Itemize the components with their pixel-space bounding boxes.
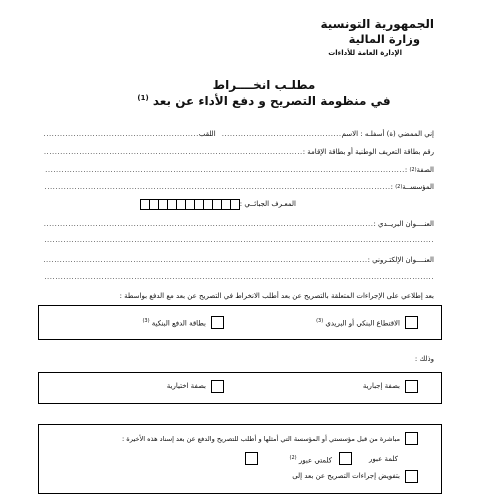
direct-checkbox[interactable] xyxy=(405,432,418,445)
postal-label: العنــــوان البريــدي : xyxy=(373,220,434,228)
institution-label: المؤسســة xyxy=(402,183,434,191)
my-password-checkbox[interactable] xyxy=(245,452,258,465)
password-checkbox[interactable] xyxy=(339,452,352,465)
ministry-name: وزارة المالية xyxy=(348,32,420,46)
bank-card-note: (3) xyxy=(142,318,150,324)
postal-field[interactable] xyxy=(44,219,373,230)
signatory-label: إني الممضي (ة) أسفلـه : الاسم xyxy=(341,130,434,138)
name-field[interactable] xyxy=(222,129,342,140)
postal-row xyxy=(44,219,434,230)
capacity-row: الصفة (2) : ..... xyxy=(44,165,434,176)
my-password-label: كلمتي عبور xyxy=(298,456,332,465)
capacity-field[interactable] xyxy=(44,165,405,176)
name-row xyxy=(44,129,434,140)
postal-field-continued[interactable] xyxy=(44,236,434,246)
bank-debit-label: الاقتطاع البنكي أو البريدي xyxy=(325,319,400,328)
delegate-checkbox[interactable] xyxy=(405,470,418,483)
surname-field[interactable] xyxy=(44,129,199,140)
id-card-row xyxy=(44,147,434,158)
institution-field[interactable] xyxy=(44,182,391,193)
declaration-text: بعد إطلاعي على الإجراءات المتعلقة بالتصريح عن بعد أطلب الانخراط في التصريح عن بعد مع الدفع بواسطة : xyxy=(119,292,434,300)
form-title: مطلـب انخــــراط xyxy=(212,78,316,92)
email-label: العنــــوان الإلكتـروني : xyxy=(367,256,434,264)
id-card-field[interactable] xyxy=(44,147,303,158)
password-label: كلمة عبور xyxy=(369,455,398,463)
tax-id-label: المعـرف الجبائــي : xyxy=(239,200,296,208)
form-subtitle xyxy=(24,94,480,108)
capacity-note: (2) xyxy=(409,167,417,173)
bank-debit-note: (3) xyxy=(316,318,324,324)
surname-label: اللقب xyxy=(198,130,216,138)
id-card-label: رقم بطاقة التعريف الوطنية أو بطاقة الإقامة : xyxy=(302,148,434,156)
tax-id-digit[interactable] xyxy=(230,199,240,210)
my-password-option xyxy=(290,455,332,464)
email-row xyxy=(44,255,434,266)
direct-label: مباشرة من قبل مؤسستي أو المؤسسة التي أمثلها و أطلب للتصريح والدفع عن بعد إسناد هذه الأخيرة : xyxy=(121,435,400,443)
capacity-label: الصفة xyxy=(416,166,434,174)
institution-note: (2) xyxy=(395,184,403,190)
bank-card-label: بطاقة الدفع البنكية xyxy=(151,319,206,328)
tax-id-boxes[interactable] xyxy=(141,199,240,210)
form-subtitle-note: (1) xyxy=(137,94,149,102)
form-subtitle-text: في منظومة التصريح و دفع الأداء عن بعد xyxy=(152,94,391,108)
bank-card-option xyxy=(142,318,206,327)
optional-label: بصفة اختيارية xyxy=(166,382,206,390)
my-password-note: (2) xyxy=(289,455,297,461)
tax-id-row xyxy=(44,199,434,210)
mandatory-checkbox[interactable] xyxy=(405,380,418,393)
optional-checkbox[interactable] xyxy=(211,380,224,393)
email-field[interactable] xyxy=(44,255,368,266)
bank-card-checkbox[interactable] xyxy=(211,316,224,329)
bank-debit-checkbox[interactable] xyxy=(405,316,418,329)
delegate-label: بتفويض إجراءات التصريح عن بعد إلى xyxy=(292,472,400,480)
thus-label: وذلك : xyxy=(414,355,434,363)
department-name: الإدارة العامة للأداءات xyxy=(328,49,402,57)
country-name: الجمهورية التونسية xyxy=(320,17,434,31)
bank-debit-option xyxy=(316,318,400,327)
institution-row: المؤسســة (2) : ..... xyxy=(44,182,434,193)
mandatory-label: بصفة إجبارية xyxy=(362,382,400,390)
email-field-continued[interactable] xyxy=(44,273,434,283)
